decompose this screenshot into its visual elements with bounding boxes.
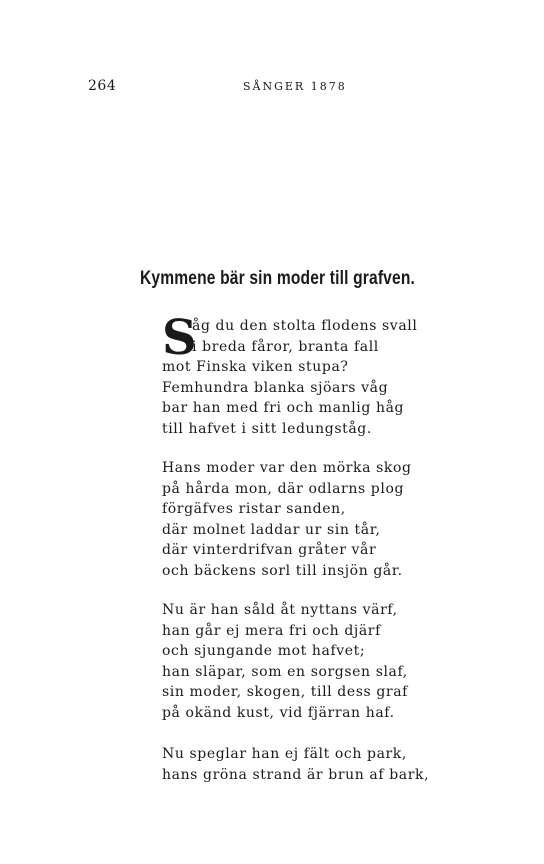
verse-line: där molnet laddar ur sin tår,	[162, 521, 381, 538]
verse-line: på okänd kust, vid fjärran haf.	[162, 704, 395, 721]
verse-line: till hafvet i sitt ledungståg.	[162, 420, 372, 437]
verse-line: i breda fåror, branta fall	[192, 338, 379, 355]
verse-line: bar han med fri och manlig håg	[162, 400, 405, 417]
verse-line: och bäckens sorl till insjön går.	[162, 562, 403, 579]
drop-cap-letter: S	[162, 310, 197, 366]
stanza	[162, 744, 442, 785]
verse-line: mot Finska viken stupa?	[162, 359, 349, 376]
verse-line: Nu speglar han ej fält och park,	[162, 746, 407, 762]
verse-line: sin moder, skogen, till dess graf	[162, 684, 408, 701]
verse-line: på hårda mon, där odlarns plog	[162, 480, 405, 497]
poem-title: Kymmene bär sin moder till grafven.	[140, 268, 416, 289]
verse-line: där vinterdrifvan gråter vår	[162, 542, 377, 559]
stanza	[162, 458, 442, 582]
running-head: SÅNGER 1878	[243, 80, 347, 93]
verse-line: han går ej mera fri och djärf	[162, 622, 381, 639]
stanza	[162, 600, 442, 724]
verse-line: förgäfves ristar sanden,	[162, 501, 346, 518]
verse-line: hans gröna strand är brun af bark,	[162, 766, 430, 783]
verse-line: och sjungande mot hafvet;	[162, 643, 366, 660]
page-number: 264	[88, 78, 117, 94]
verse-line: Nu är han såld åt nyttans värf,	[162, 602, 398, 618]
verse-line: Femhundra blanka sjöars våg	[162, 379, 389, 396]
verse-line: Hans moder var den mörka skog	[162, 460, 412, 476]
verse-line: han släpar, som en sorgsen slaf,	[162, 663, 408, 680]
stanza	[162, 310, 442, 440]
verse-line: åg du den stolta flodens svall	[192, 318, 418, 334]
